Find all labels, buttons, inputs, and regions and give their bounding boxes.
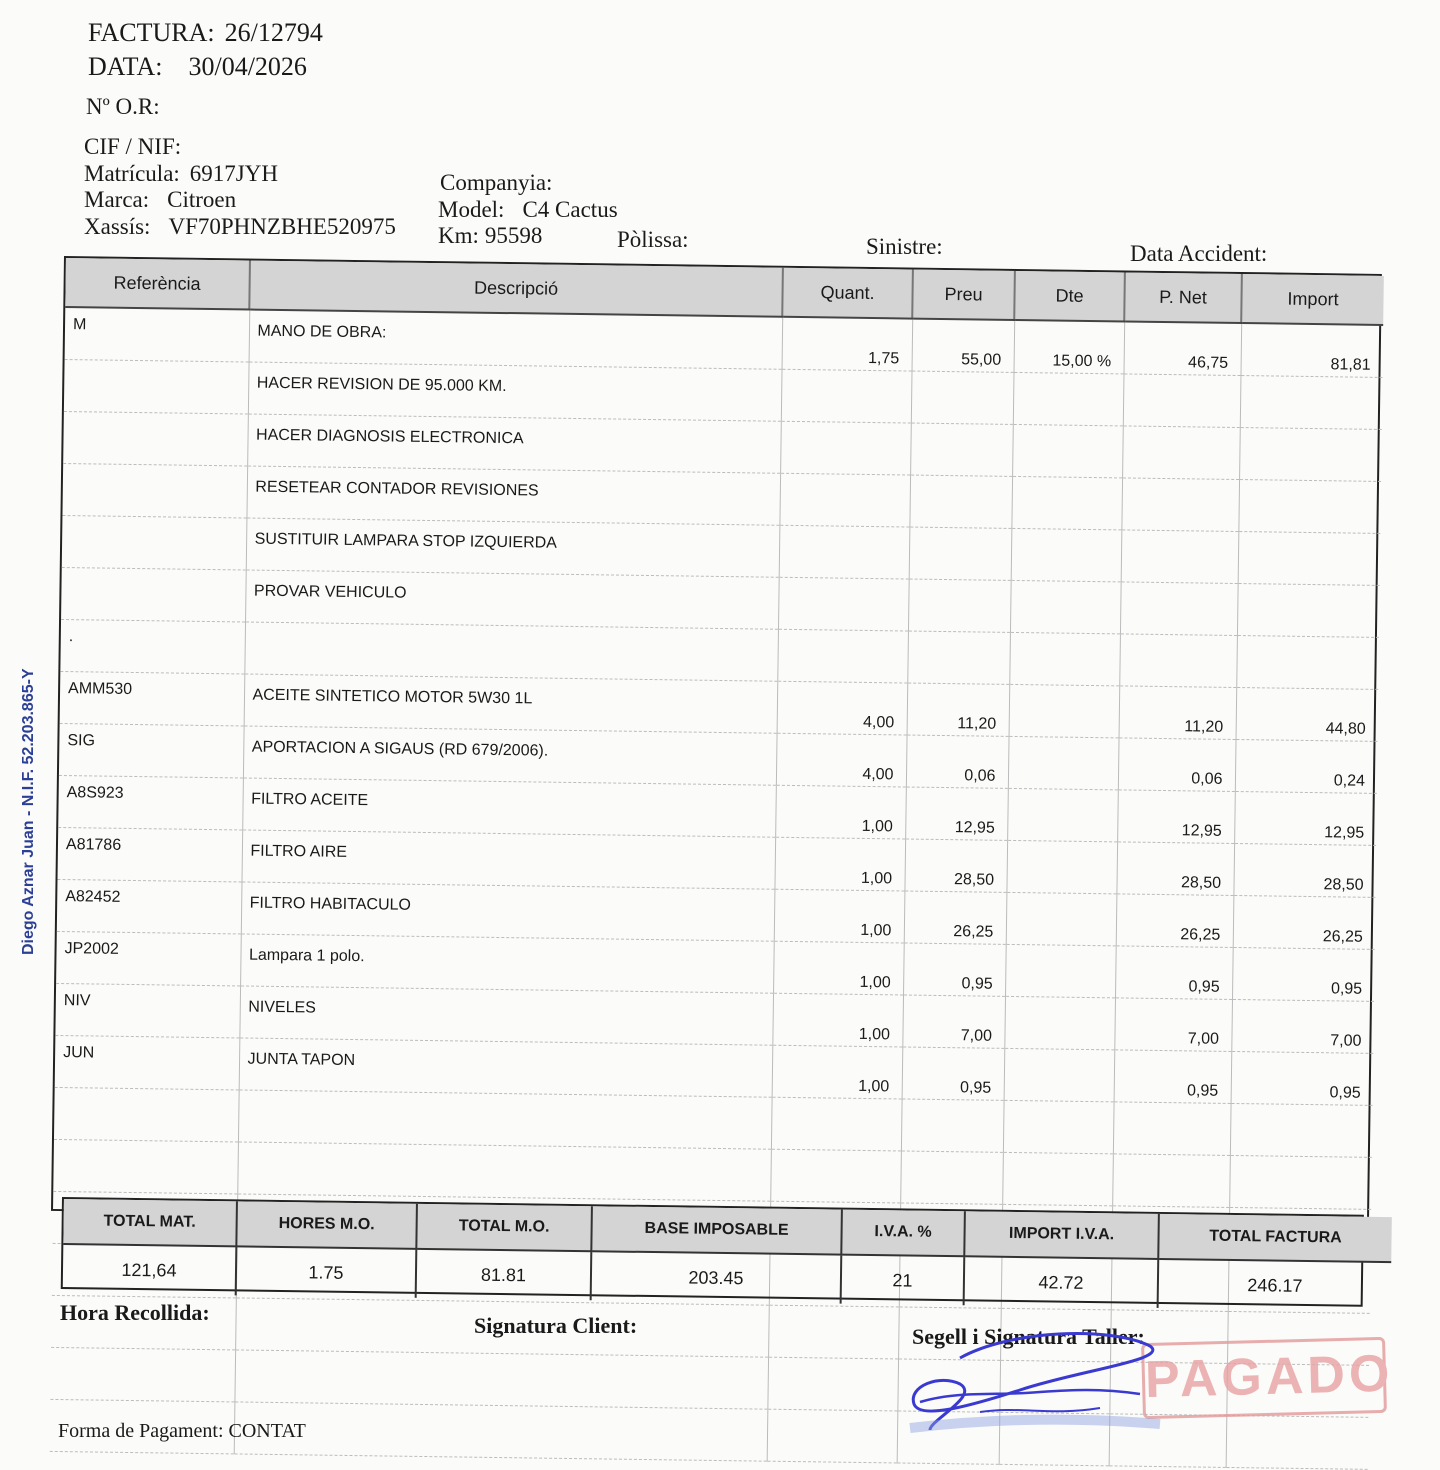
cell-desc	[234, 1350, 768, 1409]
or-number-label: Nº O.R:	[86, 94, 160, 119]
cell-desc: FILTRO HABITACULO	[241, 882, 775, 941]
cell-import: 81,81	[1240, 323, 1383, 377]
cell-pnet: 7,00	[1114, 998, 1232, 1052]
totals-header-6: TOTAL FACTURA	[1158, 1214, 1392, 1262]
cell-dte	[1011, 476, 1122, 529]
cell-quant	[780, 421, 911, 475]
cell-import: 7,00	[1231, 999, 1374, 1053]
cell-import	[1237, 584, 1380, 638]
totals-value-6: 246.17	[1247, 1274, 1303, 1296]
col-pnet: P. Net	[1124, 272, 1242, 323]
cell-ref	[62, 464, 247, 519]
cell-pnet: 0,95	[1114, 1050, 1232, 1104]
cell-pnet: 0,06	[1118, 738, 1236, 792]
cell-desc: Lampara 1 polo.	[240, 934, 774, 993]
totals-header-0: TOTAL MAT.	[63, 1199, 237, 1246]
cell-desc	[244, 622, 778, 681]
cell-dte	[1004, 1048, 1115, 1101]
cell-pnet	[1120, 582, 1238, 636]
side-nif-text: Diego Aznar Juan - N.I.F. 52.203.865-Y	[20, 668, 37, 955]
cell-dte	[1003, 1100, 1114, 1153]
cell-desc	[237, 1142, 771, 1201]
cell-ref	[62, 516, 247, 571]
cell-desc: MANO DE OBRA:	[249, 310, 783, 370]
cell-desc: ACEITE SINTETICO MOTOR 5W30 1L	[244, 674, 778, 733]
cell-desc: JUNTA TAPON	[239, 1038, 773, 1097]
cell-dte	[1008, 736, 1119, 789]
cell-ref	[50, 1347, 235, 1402]
totals-header-4: I.V.A. %	[841, 1210, 965, 1257]
cell-quant: 1,75	[782, 317, 913, 371]
xassis-value: VF70PHNZBHE520975	[168, 214, 396, 239]
cell-pnet	[1121, 530, 1239, 584]
totals-value-5: 42.72	[964, 1256, 1159, 1308]
totals-header-1: HORES M.O.	[236, 1201, 417, 1248]
cell-import	[1239, 428, 1382, 482]
cell-quant: 1,00	[772, 1045, 903, 1099]
cif-label: CIF / NIF:	[84, 134, 182, 159]
cell-dte	[1013, 372, 1124, 425]
cell-quant	[779, 473, 910, 527]
invoice-date-line: DATA: 30/04/2026	[88, 52, 307, 81]
cell-dte	[1009, 632, 1120, 685]
cell-ref: JP2002	[56, 931, 241, 986]
cell-pnet: 11,20	[1119, 686, 1237, 740]
cell-preu: 12,95	[905, 787, 1008, 840]
cell-import: 26,25	[1233, 895, 1376, 949]
cell-import	[1230, 1103, 1373, 1157]
cell-preu	[910, 423, 1013, 476]
cell-quant: 1,00	[773, 941, 904, 995]
cell-pnet	[1121, 478, 1239, 532]
col-preu: Preu	[912, 270, 1015, 320]
cell-dte	[1007, 788, 1118, 841]
hora-recollida-label: Hora Recollida:	[60, 1300, 210, 1325]
cell-dte	[1005, 944, 1116, 997]
cell-preu	[901, 1099, 1004, 1152]
xassis-line: Xassís: VF70PHNZBHE520975	[84, 214, 396, 239]
cell-desc: NIVELES	[239, 986, 773, 1045]
cell-preu	[907, 631, 1010, 684]
cell-import: 0,24	[1235, 739, 1378, 793]
cell-dte	[1010, 580, 1121, 633]
cell-pnet: 28,50	[1116, 842, 1234, 896]
cell-desc: HACER DIAGNOSIS ELECTRONICA	[247, 414, 781, 473]
cell-ref: A81786	[58, 827, 243, 882]
cell-preu: 0,06	[906, 735, 1009, 788]
cell-quant	[768, 1305, 899, 1359]
cell-preu	[909, 527, 1012, 580]
totals-table	[61, 1197, 1364, 1307]
totals-value-3: 203.45	[591, 1251, 842, 1303]
cell-ref	[64, 360, 249, 415]
pagado-stamp: PAGADO	[1141, 1337, 1387, 1419]
cell-import	[1229, 1155, 1372, 1209]
cell-quant: 1,00	[774, 889, 905, 943]
cell-quant	[771, 1097, 902, 1151]
cell-desc: FILTRO AIRE	[241, 830, 775, 889]
cell-quant	[777, 629, 908, 683]
segell-taller-label: Segell i Signatura Taller:	[912, 1324, 1145, 1349]
cell-quant	[767, 1357, 898, 1411]
cell-ref	[61, 567, 246, 622]
cell-quant: 1,00	[774, 837, 905, 891]
cell-ref: SIG	[59, 723, 244, 778]
cell-desc: SUSTITUIR LAMPARA STOP IZQUIERDA	[246, 518, 780, 577]
cell-pnet	[1119, 634, 1237, 688]
polissa-label: Pòlissa:	[617, 227, 689, 252]
cell-dte	[1002, 1152, 1113, 1205]
cell-preu: 0,95	[903, 943, 1006, 996]
cell-quant: 4,00	[777, 681, 908, 735]
cell-quant	[767, 1409, 898, 1463]
cell-pnet	[1122, 426, 1240, 480]
cell-quant: 1,00	[775, 785, 906, 839]
cell-preu: 55,00	[912, 319, 1015, 373]
cell-preu	[911, 371, 1014, 424]
totals-header-3: BASE IMPOSABLE	[591, 1206, 842, 1254]
totals-header-5: IMPORT I.V.A.	[964, 1211, 1159, 1259]
totals-value-1: 1.75	[236, 1246, 417, 1297]
cell-ref	[63, 412, 248, 467]
cell-pnet	[1113, 1102, 1231, 1156]
cell-import	[1236, 636, 1379, 690]
cell-desc: APORTACION A SIGAUS (RD 679/2006).	[243, 726, 777, 785]
cell-ref: NIV	[55, 983, 240, 1038]
totals-header-2: TOTAL M.O.	[416, 1204, 592, 1251]
cell-preu	[908, 579, 1011, 632]
payment-method-text: Forma de Pagament: CONTAT	[58, 1420, 306, 1442]
col-quant: Quant.	[782, 268, 913, 319]
cell-preu: 0,95	[902, 1047, 1005, 1100]
cell-desc: FILTRO ACEITE	[242, 778, 776, 837]
cell-import: 0,95	[1232, 947, 1375, 1001]
cell-quant: 1,00	[772, 993, 903, 1047]
cell-preu: 11,20	[907, 683, 1010, 736]
cell-dte	[1009, 684, 1120, 737]
cell-ref: A82452	[57, 879, 242, 934]
cell-desc: PROVAR VEHICULO	[245, 570, 779, 629]
matricula-line: Matrícula: 6917JYH	[84, 161, 278, 186]
km-value: 95598	[484, 223, 543, 248]
cell-import: 44,80	[1236, 687, 1379, 741]
km-line: Km: 95598	[438, 223, 543, 248]
cell-desc: HACER REVISION DE 95.000 KM.	[248, 362, 782, 421]
model-value: C4 Cactus	[522, 197, 618, 222]
totals-value-4: 21	[841, 1255, 965, 1306]
totals-value-0: 121,64	[63, 1244, 237, 1295]
signature-scribble	[900, 1320, 1200, 1434]
cell-quant	[781, 369, 912, 423]
cell-pnet: 12,95	[1117, 790, 1235, 844]
data-accident-label: Data Accident:	[1130, 241, 1268, 266]
cell-dte	[1006, 892, 1117, 945]
cell-preu: 28,50	[904, 839, 1007, 892]
cell-pnet	[1112, 1154, 1230, 1208]
cell-preu: 7,00	[902, 995, 1005, 1048]
cell-desc	[238, 1090, 772, 1149]
cell-preu	[900, 1151, 1003, 1204]
cell-quant: 4,00	[776, 733, 907, 787]
cell-ref: JUN	[55, 1035, 240, 1090]
invoice-date: 30/04/2026	[188, 52, 307, 81]
cell-pnet	[1123, 374, 1241, 428]
cell-ref	[54, 1087, 239, 1142]
cell-pnet: 0,95	[1115, 946, 1233, 1000]
model-line: Model: C4 Cactus	[438, 197, 618, 222]
cell-preu: 26,25	[904, 891, 1007, 944]
cell-import	[1238, 532, 1381, 586]
totals-value-2: 81.81	[416, 1249, 592, 1300]
cell-import	[1226, 1415, 1369, 1469]
cell-pnet: 26,25	[1116, 894, 1234, 948]
col-referencia: Referència	[65, 258, 250, 310]
cell-ref: A8S923	[58, 775, 243, 830]
col-descripcio: Descripció	[249, 261, 783, 317]
cell-quant	[779, 525, 910, 579]
cell-dte: 15,00 %	[1014, 320, 1125, 374]
cell-dte	[1006, 840, 1117, 893]
cell-ref: .	[60, 619, 245, 674]
cell-import: 12,95	[1234, 791, 1377, 845]
invoice-number-line: FACTURA: 26/12794	[88, 18, 323, 47]
marca-value: Citroen	[167, 187, 237, 212]
companyia-label: Companyia:	[440, 170, 553, 195]
col-dte: Dte	[1014, 271, 1125, 321]
cell-dte	[1012, 424, 1123, 477]
cell-import	[1240, 376, 1383, 430]
items-table	[51, 256, 1382, 1229]
sinistre-label: Sinistre:	[866, 234, 943, 259]
marca-line: Marca: Citroen	[84, 187, 237, 212]
cell-quant	[778, 577, 909, 631]
cell-dte	[1011, 528, 1122, 581]
col-import: Import	[1241, 274, 1384, 325]
signatura-client-label: Signatura Client:	[474, 1313, 638, 1338]
matricula-value: 6917JYH	[189, 161, 278, 186]
cell-ref: AMM530	[60, 671, 245, 726]
cell-quant	[770, 1149, 901, 1203]
invoice-number: 26/12794	[224, 18, 323, 47]
cell-pnet: 46,75	[1123, 321, 1241, 375]
cell-dte	[1004, 996, 1115, 1049]
cell-ref	[53, 1139, 238, 1194]
cell-desc: RESETEAR CONTADOR REVISIONES	[246, 466, 780, 525]
cell-preu	[909, 475, 1012, 528]
cell-import: 0,95	[1231, 1051, 1374, 1105]
cell-desc	[234, 1402, 768, 1461]
cell-import	[1238, 480, 1381, 534]
cell-ref: M	[65, 307, 250, 362]
cell-import: 28,50	[1233, 843, 1376, 897]
